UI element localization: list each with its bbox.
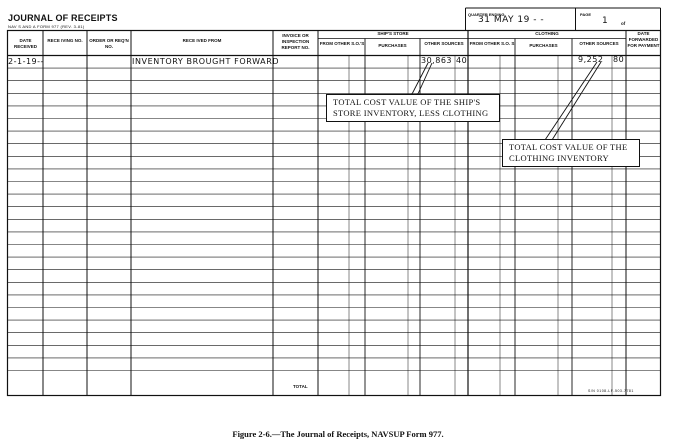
form-number: S/N 0108-LF-503-7781 (588, 389, 634, 393)
col-order-req-no: ORDER OR REQ'N NO. (89, 38, 129, 49)
col-ss-from-other: FROM OTHER S.O.'S (319, 41, 365, 46)
entry-cl-other-dollars: 9,252 (578, 55, 604, 64)
col-date-forwarded: DATE FORWARDED FOR PAYMENT (627, 31, 660, 48)
group-clothing: CLOTHING (535, 31, 559, 36)
col-receiving-no: RECE IVING NO. (47, 38, 83, 43)
entry-date: 2-1-19-- (8, 57, 44, 66)
quarter-ending-value: 31 MAY 19 - - (478, 15, 545, 25)
form-title: JOURNAL OF RECEIPTS (8, 13, 118, 23)
page-label: PAGE (580, 12, 592, 17)
col-cl-purchases: PURCHASES (529, 43, 558, 48)
form-subtitle: NAV S AND A FORM 977 (REV. 3-81) (8, 24, 85, 29)
callout-ships-store: TOTAL COST VALUE OF THE SHIP'S STORE INVENTORY, LESS CLOTHING (326, 94, 500, 122)
quarter-ending-label: QUARTER ENDING (468, 12, 505, 17)
col-invoice-report-no: INVOICE OR INSPECTION REPORT NO. (281, 33, 310, 50)
page-value: 1 (602, 16, 609, 26)
col-cl-other-sources: OTHER SOURCES (579, 41, 619, 46)
figure-caption: Figure 2-6.—The Journal of Receipts, NAVSUP Form 977. (232, 429, 444, 439)
entry-ss-other-cents: 40 (456, 56, 468, 65)
col-ss-purchases: PURCHASES (378, 43, 407, 48)
total-label: TOTAL (293, 384, 308, 389)
entry-ss-other-dollars: 30,863 (421, 56, 452, 65)
col-cl-from-other: FROM OTHER S.O. S (469, 41, 515, 46)
col-received-from: RECE IVED FROM (182, 38, 222, 43)
callout-clothing: TOTAL COST VALUE OF THE CLOTHING INVENTORY (502, 139, 640, 167)
entry-cl-other-cents: 80 (613, 55, 625, 64)
group-ships-store: SHIP'S STORE (377, 31, 409, 36)
entry-received-from: INVENTORY BROUGHT FORWARD (132, 57, 280, 66)
col-ss-other-sources: OTHER SOURCES (424, 41, 464, 46)
col-date-received: DATE RECEIVED (13, 38, 37, 49)
page-of: of (621, 21, 626, 26)
